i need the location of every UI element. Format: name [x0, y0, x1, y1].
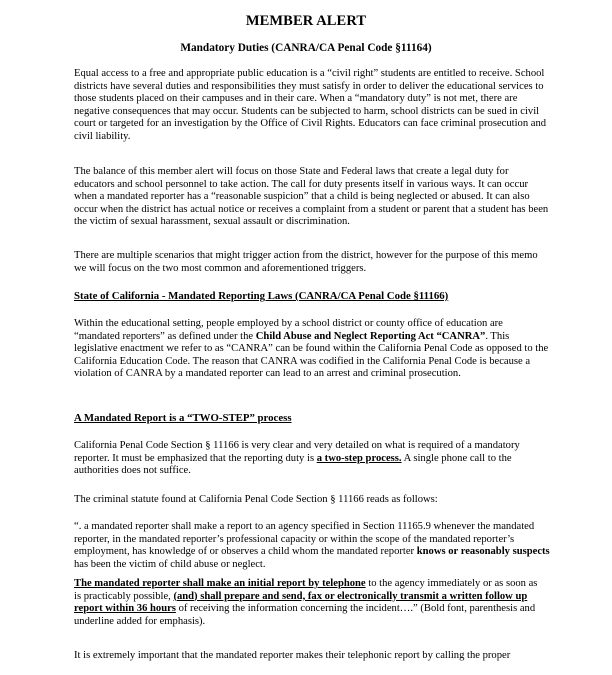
statute-quote-continued: The mandated reporter shall make an initial report by telephone to the agency immediately or as soon as is practicably possible, (and) shall prepare and send, fax or electronically transmit a written follow up report within 36 hours of receiving the information concerning the incident….” (Bold font, parenthesis and underline added for emphasis).	[74, 578, 538, 627]
balance-paragraph: The balance of this member alert will focus on those State and Federal laws that create a legal duty for educators and school personnel to take action. The call for duty presents itself in various ways. It can occur when a mandated reporter has a “reasonable suspicion” that a child is being neglected or abused. It can also occur when the district has actual notice or receives a complaint from a student or parent that a student has been the victim of sexual harassment, sexual assault or discrimination.	[74, 166, 549, 228]
statute-quote-paragraph: “. a mandated reporter shall make a report to an agency specified in Section 11165.9 whenever the mandated reporter, in the mandated reporter’s professional capacity or within the scope of the mandated reporter’s employment, has knowledge of or observes a child whom the mandated reporter knows or reasonably suspects has been the victim of child abuse or neglect.	[74, 521, 550, 570]
scenarios-paragraph: There are multiple scenarios that might trigger action from the district, however for the purpose of this memo we will focus on the two most common and aforementioned triggers.	[74, 250, 538, 274]
canra-paragraph: Within the educational setting, people employed by a school district or county office of education are “mandated reporters” as defined under the Child Abuse and Neglect Reporting Act “CANRA”. This legislative enactment we refer to as “CANRA” can be found within the California Penal Code as opposed to the California Education Code. The reason that CANRA was codified in the California Penal Code is because a violation of CANRA by a mandated reporter can lead to an arrest and criminal prosecution.	[74, 318, 549, 380]
intro-paragraph: Equal access to a free and appropriate public education is a “civil right” students are entitled to receive. School districts have several duties and responsibilities they must satisfy in order to deliver the educational services to those students placed on their campuses and in their care. When a “mandatory duty” is not met, there are negative consequences that may occur. Students can be subjected to harm, school districts can be sued in civil court or targeted for an investigation by the Office of Civil Rights. Educators can face criminal prosecution and civil liability.	[74, 68, 547, 142]
section-heading-mandated-reporting: State of California - Mandated Reporting Laws (CANRA/CA Penal Code §11166)	[74, 290, 449, 302]
final-paragraph: It is extremely important that the mandated reporter makes their telephonic report by calling the proper	[74, 650, 511, 661]
page-title: MEMBER ALERT	[245, 13, 367, 29]
two-step-paragraph: California Penal Code Section § 11166 is very clear and very detailed on what is required of a mandatory reporter. It must be emphasized that the reporting duty is a two-step process. A single phone call to the authorities does not suffice.	[74, 440, 520, 477]
page-subtitle: Mandatory Duties (CANRA/CA Penal Code §11164)	[180, 42, 432, 54]
section-heading-two-step: A Mandated Report is a “TWO-STEP” process	[74, 412, 292, 424]
emphasis-note: (Bold font, parenthesis and underline added for emphasis).	[74, 603, 536, 627]
statute-intro-paragraph: The criminal statute found at California Penal Code Section § 11166 reads as follows:	[74, 494, 438, 505]
